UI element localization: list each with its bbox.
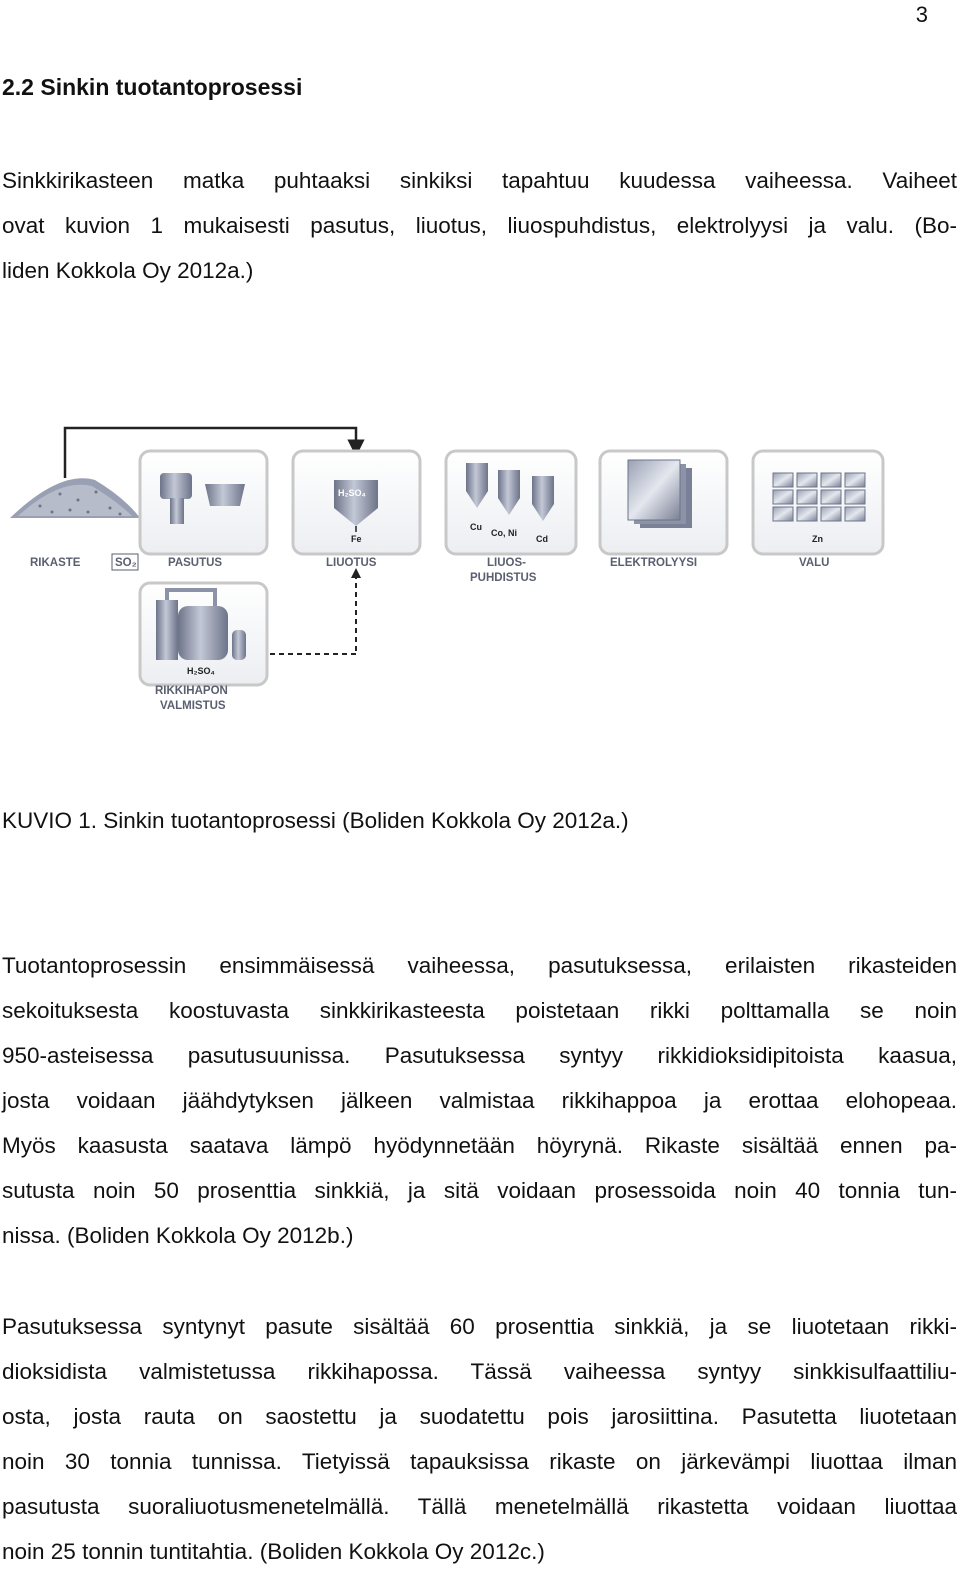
figure-caption: KUVIO 1. Sinkin tuotantoprosessi (Boliden Kokkola Oy 2012a.) bbox=[2, 808, 629, 833]
box-liuospuhdistus bbox=[446, 451, 576, 554]
text-line: Pasutuksessa syntynyt pasute sisältää 60 prosenttia sinkkiä, ja se liuotetaan rikki- bbox=[2, 1314, 957, 1339]
electrolysis-cells-icon bbox=[628, 460, 692, 528]
section-heading: 2.2 Sinkin tuotantoprosessi bbox=[2, 74, 303, 100]
text-line: dioksidista valmistetussa rikkihapossa. Tässä vaiheessa syntyy sinkkisulfaattiliu- bbox=[2, 1359, 957, 1384]
label-liuospuhdistus-1: LIUOS- bbox=[487, 557, 526, 569]
box-elektrolyysi bbox=[600, 451, 727, 554]
roasting-paragraph bbox=[2, 943, 957, 1258]
label-rikkihapon-1: RIKKIHAPON bbox=[155, 685, 228, 697]
text-line: pasutusta suoraliuotusmenetelmällä. Tällä menetelmällä rikastetta voidaan liuottaa bbox=[2, 1494, 957, 1519]
chem-co-ni: Co, Ni bbox=[491, 528, 517, 538]
chem-h2so4-plant: H₂SO₄ bbox=[187, 666, 215, 676]
label-valu: VALU bbox=[799, 557, 830, 569]
chem-cu: Cu bbox=[470, 522, 482, 532]
text-line: josta voidaan jäähdytyksen jälkeen valmistaa rikkihappoa ja erottaa elohopeaa. bbox=[2, 1088, 957, 1113]
text-line: liden Kokkola Oy 2012a.) bbox=[2, 258, 254, 283]
chem-h2so4-tank: H₂SO₄ bbox=[338, 488, 366, 498]
intro-paragraph bbox=[2, 158, 957, 293]
chem-cd: Cd bbox=[536, 534, 548, 544]
page-number: 3 bbox=[915, 2, 928, 27]
label-liuotus: LIUOTUS bbox=[326, 557, 377, 569]
label-elektrolyysi: ELEKTROLYYSI bbox=[610, 557, 698, 569]
label-rikaste: RIKASTE bbox=[30, 557, 81, 569]
text-line: 950-asteisessa pasutusuunissa. Pasutuksessa syntyy rikkidioksidipitoista kaasua, bbox=[2, 1043, 957, 1068]
leaching-paragraph bbox=[2, 1304, 957, 1574]
process-diagram bbox=[0, 418, 900, 728]
text-line: ovat kuvion 1 mukaisesti pasutus, liuotus, liuospuhdistus, elektrolyysi ja valu. (Bo- bbox=[2, 213, 957, 238]
label-liuospuhdistus-2: PUHDISTUS bbox=[470, 572, 537, 584]
text-line: sutusta noin 50 prosenttia sinkkiä, ja sitä voidaan prosessoida noin 40 tonnia tun- bbox=[2, 1178, 957, 1203]
text-line: Sinkkirikasteen matka puhtaaksi sinkiksi tapahtuu kuudessa vaiheessa. Vaiheet bbox=[2, 168, 957, 193]
label-pasutus: PASUTUS bbox=[168, 557, 223, 569]
label-rikkihapon-2: VALMISTUS bbox=[160, 700, 226, 712]
text-line: Tuotantoprosessin ensimmäisessä vaiheessa, pasutuksessa, erilaisten rikasteiden bbox=[2, 953, 957, 978]
text-line: sekoituksesta koostuvasta sinkkirikasteesta poistetaan rikki polttamalla se noin bbox=[2, 998, 957, 1023]
text-line: osta, josta rauta on saostettu ja suodatettu pois jarosiittina. Pasutetta liuotetaan bbox=[2, 1404, 957, 1429]
text-line: Myös kaasusta saatava lämpö hyödynnetään höyrynä. Rikaste sisältää ennen pa- bbox=[2, 1133, 957, 1158]
chem-zn: Zn bbox=[812, 534, 823, 544]
text-line: noin 25 tonnin tuntitahtia. (Boliden Kokkola Oy 2012c.) bbox=[2, 1539, 545, 1564]
label-so2: SO₂ bbox=[115, 557, 137, 569]
text-line: nissa. (Boliden Kokkola Oy 2012b.) bbox=[2, 1223, 354, 1248]
text-line: noin 30 tonnia tunnissa. Tietyissä tapauksissa rikaste on järkevämpi liuottaa ilman bbox=[2, 1449, 957, 1474]
chem-fe: Fe bbox=[351, 534, 362, 544]
box-pasutus bbox=[140, 451, 267, 554]
ore-pile-icon bbox=[10, 478, 140, 518]
